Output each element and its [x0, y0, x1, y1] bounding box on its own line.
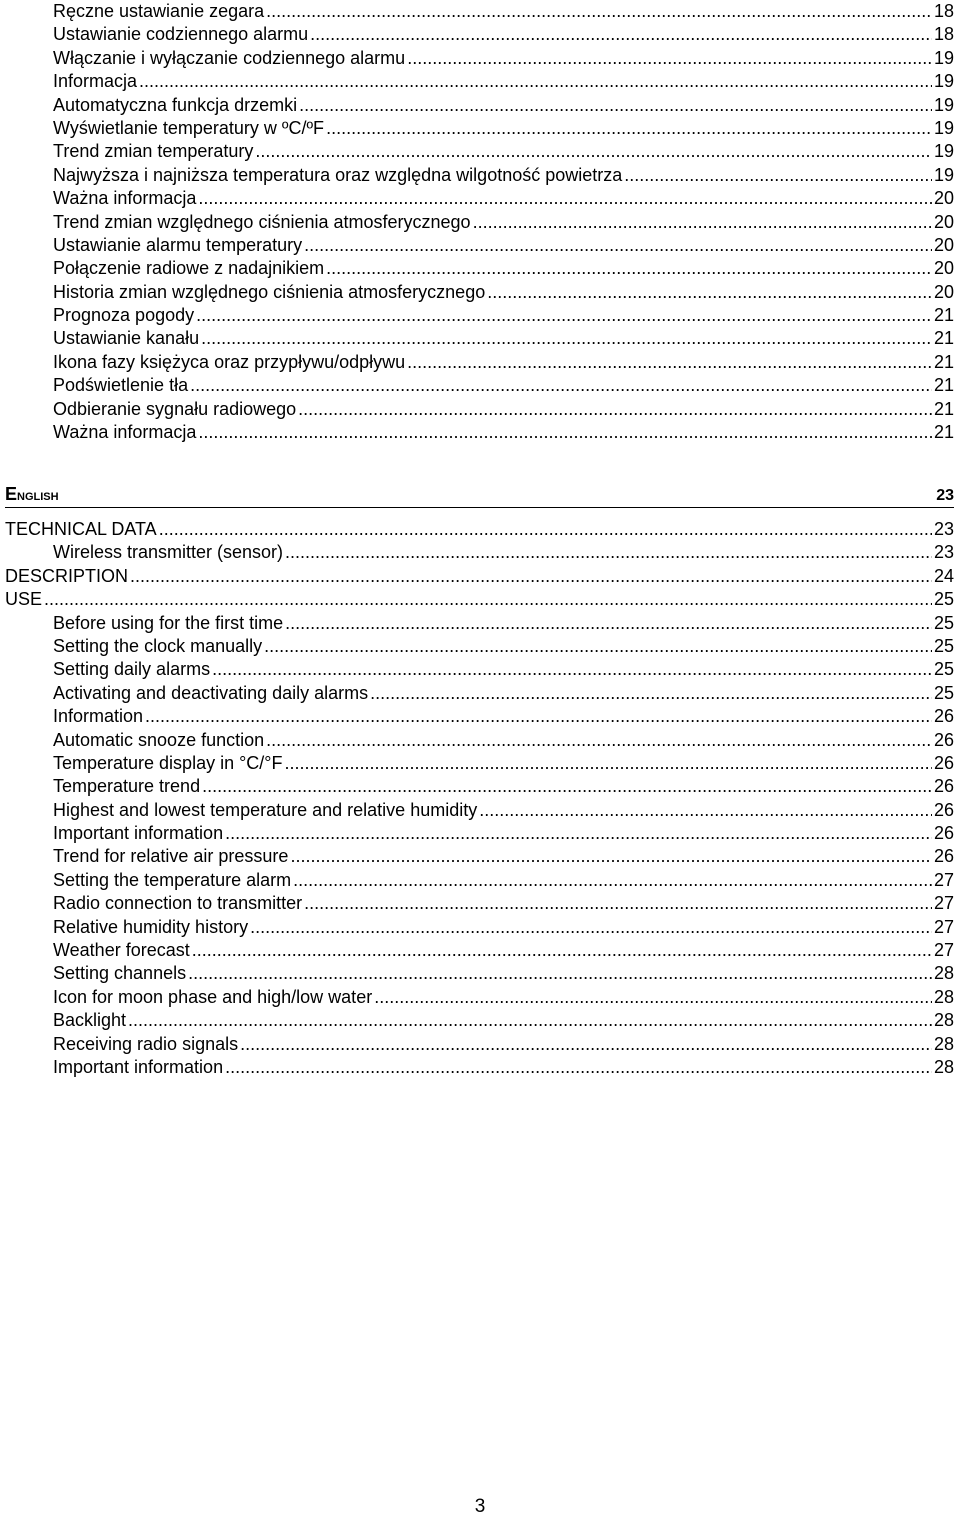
toc-entry-title: Before using for the first time [53, 612, 284, 633]
toc-entry[interactable] [5, 869, 954, 892]
toc-entry-title: Setting channels [53, 963, 187, 984]
toc-dot-leader [326, 117, 932, 140]
toc-entry[interactable] [5, 70, 954, 93]
toc-dot-leader [202, 775, 932, 798]
toc-dot-leader [264, 635, 932, 658]
toc-entry-title: Ustawianie kanału [53, 328, 200, 349]
toc-dot-leader [266, 0, 932, 23]
toc-entry[interactable] [5, 0, 954, 23]
toc-entry-page: 20 [933, 258, 954, 279]
toc-entry[interactable] [5, 1009, 954, 1032]
toc-entry[interactable] [5, 351, 954, 374]
toc-entry-title: Prognoza pogody [53, 305, 195, 326]
toc-dot-leader [290, 845, 932, 868]
english-toc-list [5, 518, 954, 1079]
toc-entry[interactable] [5, 47, 954, 70]
toc-entry[interactable] [5, 541, 954, 564]
toc-entry-title: Setting daily alarms [53, 659, 211, 680]
toc-dot-leader [198, 187, 932, 210]
toc-entry-page: 27 [933, 869, 954, 890]
toc-entry-title: Temperature trend [53, 776, 201, 797]
toc-entry[interactable] [5, 117, 954, 140]
toc-entry[interactable] [5, 565, 954, 588]
toc-dot-leader [188, 962, 932, 985]
toc-entry-page: 19 [933, 117, 954, 138]
polish-toc-list [5, 0, 954, 444]
toc-dot-leader [190, 374, 932, 397]
toc-entry-page: 27 [933, 893, 954, 914]
toc-entry-title: Highest and lowest temperature and relative humidity [53, 799, 478, 820]
english-heading-page: 23 [936, 487, 954, 504]
toc-entry[interactable] [5, 94, 954, 117]
toc-entry-title: Informacja [53, 71, 138, 92]
toc-entry-page: 25 [933, 682, 954, 703]
toc-entry-page: 26 [933, 706, 954, 727]
toc-entry[interactable] [5, 398, 954, 421]
toc-dot-leader [374, 986, 932, 1009]
toc-entry[interactable] [5, 23, 954, 46]
toc-entry-title: Podświetlenie tła [53, 375, 189, 396]
toc-entry-page: 27 [933, 916, 954, 937]
toc-entry-title: Trend zmian temperatury [53, 141, 254, 162]
toc-entry-page: 19 [933, 164, 954, 185]
toc-entry-page: 25 [933, 659, 954, 680]
toc-entry-title: Important information [53, 823, 224, 844]
toc-entry-title: Information [53, 706, 144, 727]
toc-dot-leader [285, 612, 932, 635]
toc-entry-page: 21 [933, 398, 954, 419]
toc-entry-title: Receiving radio signals [53, 1033, 239, 1054]
toc-entry[interactable] [5, 211, 954, 234]
toc-entry-title: Ustawianie codziennego alarmu [53, 24, 309, 45]
toc-entry-title: Important information [53, 1056, 224, 1077]
toc-entry-title: Radio connection to transmitter [53, 893, 303, 914]
toc-entry[interactable] [5, 187, 954, 210]
toc-entry-title: Ikona fazy księżyca oraz przypływu/odpływu [53, 351, 406, 372]
toc-entry-page: 19 [933, 71, 954, 92]
toc-dot-leader [192, 939, 932, 962]
toc-entry-page: 26 [933, 752, 954, 773]
toc-entry[interactable] [5, 939, 954, 962]
toc-dot-leader [225, 1056, 932, 1079]
toc-entry[interactable] [5, 658, 954, 681]
toc-entry[interactable] [5, 822, 954, 845]
toc-dot-leader [326, 257, 932, 280]
toc-entry-title: Wireless transmitter (sensor) [53, 542, 284, 563]
toc-entry-page: 18 [933, 24, 954, 45]
toc-dot-leader [479, 799, 932, 822]
toc-entry-title: Temperature display in °C/°F [53, 752, 283, 773]
toc-dot-leader [304, 892, 932, 915]
toc-entry[interactable] [5, 1033, 954, 1056]
toc-entry[interactable] [5, 164, 954, 187]
toc-entry-page: 25 [933, 635, 954, 656]
toc-entry-title: Trend zmian względnego ciśnienia atmosferycznego [53, 211, 471, 232]
toc-entry-title: Backlight [53, 1010, 127, 1031]
toc-dot-leader [250, 916, 932, 939]
toc-entry-page: 21 [933, 422, 954, 443]
toc-entry[interactable] [5, 705, 954, 728]
toc-dot-leader [255, 140, 932, 163]
toc-entry-page: 20 [933, 234, 954, 255]
toc-entry-page: 21 [933, 351, 954, 372]
toc-entry[interactable] [5, 140, 954, 163]
toc-entry-title: DESCRIPTION [5, 565, 129, 586]
toc-dot-leader [44, 588, 932, 611]
toc-entry-title: Włączanie i wyłączanie codziennego alarmu [53, 47, 406, 68]
toc-dot-leader [225, 822, 932, 845]
toc-entry[interactable] [5, 729, 954, 752]
toc-entry-title: Ważna informacja [53, 422, 197, 443]
toc-dot-leader [407, 351, 932, 374]
toc-entry-title: Połączenie radiowe z nadajnikiem [53, 258, 325, 279]
toc-entry-page: 23 [933, 542, 954, 563]
toc-entry-page: 19 [933, 141, 954, 162]
toc-entry-title: Najwyższa i najniższa temperatura oraz względna wilgotność powietrza [53, 164, 623, 185]
toc-entry-page: 28 [933, 963, 954, 984]
toc-dot-leader [139, 70, 932, 93]
toc-entry-page: 18 [933, 1, 954, 21]
toc-entry[interactable] [5, 775, 954, 798]
toc-entry[interactable] [5, 421, 954, 444]
toc-entry-title: Activating and deactivating daily alarms [53, 682, 369, 703]
toc-entry[interactable] [5, 612, 954, 635]
toc-entry[interactable] [5, 304, 954, 327]
toc-entry-page: 28 [933, 1056, 954, 1077]
toc-entry-page: 26 [933, 823, 954, 844]
toc-entry-page: 20 [933, 281, 954, 302]
toc-entry-page: 21 [933, 375, 954, 396]
toc-entry-page: 26 [933, 776, 954, 797]
toc-entry-page: 28 [933, 986, 954, 1007]
toc-entry[interactable] [5, 799, 954, 822]
toc-entry-title: Icon for moon phase and high/low water [53, 986, 373, 1007]
toc-dot-leader [293, 869, 932, 892]
toc-entry-page: 24 [933, 565, 954, 586]
toc-entry-page: 25 [933, 612, 954, 633]
toc-dot-leader [196, 304, 932, 327]
toc-dot-leader [473, 211, 932, 234]
toc-entry-title: Odbieranie sygnału radiowego [53, 398, 297, 419]
toc-entry[interactable] [5, 962, 954, 985]
toc-entry[interactable] [5, 518, 954, 541]
toc-dot-leader [370, 682, 932, 705]
toc-entry[interactable] [5, 845, 954, 868]
toc-dot-leader [159, 518, 932, 541]
toc-dot-leader [285, 541, 932, 564]
toc-entry-title: Historia zmian względnego ciśnienia atmosferycznego [53, 281, 486, 302]
toc-entry[interactable] [5, 752, 954, 775]
toc-entry-title: Automatyczna funkcja drzemki [53, 94, 298, 115]
toc-dot-leader [145, 705, 932, 728]
page-number: 3 [474, 1496, 486, 1517]
toc-entry-page: 26 [933, 799, 954, 820]
toc-entry-page: 26 [933, 729, 954, 750]
toc-dot-leader [298, 398, 932, 421]
toc-entry-title: Setting the clock manually [53, 635, 263, 656]
toc-entry[interactable] [5, 1056, 954, 1079]
toc-entry-page: 21 [933, 328, 954, 349]
toc-entry[interactable] [5, 892, 954, 915]
toc-entry-title: Trend for relative air pressure [53, 846, 289, 867]
toc-entry-title: Setting the temperature alarm [53, 869, 292, 890]
toc-dot-leader [407, 47, 932, 70]
toc-entry-page: 21 [933, 305, 954, 326]
toc-dot-leader [266, 729, 932, 752]
toc-entry-page: 26 [933, 846, 954, 867]
toc-entry-page: 28 [933, 1010, 954, 1031]
toc-entry-title: Wyświetlanie temperatury w ºC/ºF [53, 117, 325, 138]
toc-dot-leader [128, 1009, 932, 1032]
toc-entry[interactable] [5, 986, 954, 1009]
toc-entry[interactable] [5, 327, 954, 350]
toc-dot-leader [310, 23, 932, 46]
toc-dot-leader [304, 234, 932, 257]
toc-dot-leader [130, 565, 932, 588]
toc-entry-page: 20 [933, 211, 954, 232]
toc-entry-title: Ważna informacja [53, 188, 197, 209]
toc-entry-page: 23 [933, 519, 954, 539]
toc-entry[interactable] [5, 281, 954, 304]
toc-entry-title: USE [5, 589, 43, 610]
english-heading-title: English [5, 484, 59, 504]
toc-entry-page: 19 [933, 94, 954, 115]
toc-entry[interactable] [5, 374, 954, 397]
toc-dot-leader [299, 94, 932, 117]
toc-dot-leader [624, 164, 932, 187]
toc-entry-page: 20 [933, 188, 954, 209]
toc-entry[interactable] [5, 682, 954, 705]
toc-entry-title: Ręczne ustawianie zegara [53, 1, 265, 21]
toc-dot-leader [201, 327, 932, 350]
toc-dot-leader [240, 1033, 932, 1056]
toc-entry-title: Automatic snooze function [53, 729, 265, 750]
toc-entry[interactable] [5, 234, 954, 257]
toc-entry-title: Ustawianie alarmu temperatury [53, 234, 303, 255]
toc-entry-page: 19 [933, 47, 954, 68]
toc-entry-title: Weather forecast [53, 940, 190, 961]
toc-entry[interactable] [5, 635, 954, 658]
toc-dot-leader [284, 752, 931, 775]
english-section-heading [5, 479, 954, 508]
toc-entry[interactable] [5, 257, 954, 280]
toc-entry-page: 25 [933, 589, 954, 610]
toc-entry[interactable] [5, 916, 954, 939]
toc-entry-title: TECHNICAL DATA [5, 519, 157, 539]
toc-entry-page: 28 [933, 1033, 954, 1054]
toc-dot-leader [487, 281, 932, 304]
toc-entry-title: Relative humidity history [53, 916, 249, 937]
toc-entry[interactable] [5, 588, 954, 611]
toc-dot-leader [212, 658, 932, 681]
toc-entry-page: 27 [933, 940, 954, 961]
toc-dot-leader [198, 421, 932, 444]
